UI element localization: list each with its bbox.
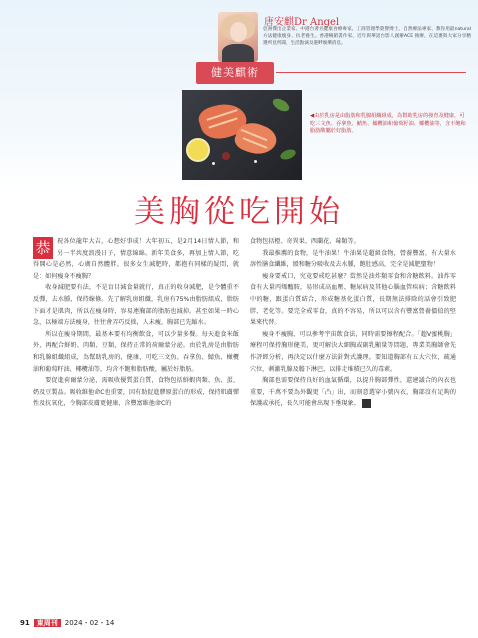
end-mark-icon: E xyxy=(362,399,371,408)
photo-caption xyxy=(310,113,468,136)
left-column xyxy=(33,236,239,410)
paragraph: 收身減肥要有法，不是盲目減食量就行，真正的收身減肥，是令體重不反彈，去水腫，保持線條。先了解乳房組織，乳房有75%由脂肪組成，脂肪下面才是肌肉，所以在瘦身時，容易連胸部的脂肪也減掉。甚至如果一時心急，以極端方法瘦身，往往會弄巧反拙，人未瘦，胸部已先縮水。 xyxy=(33,284,239,327)
column-label: 健美麒術 xyxy=(211,66,259,79)
paragraph: 我最推薦的食物，是牛油果！牛油果是超級食物，營養豐富，有大量水溶性膳食纖維，緩和糖分吸收及去水腫，飽肚感高，完全是減肥聖物！ xyxy=(250,249,456,269)
author-name: 唐安麒Dr Angel xyxy=(264,17,340,28)
paragraph: 恭 祝各位龍年大吉，心想好事成！大年初五，是2月14日情人節，和另一半共度浪漫日子，情意綿綿。新年美食多，再加上情人節，吃得開心是必然，心廣自然體胖，很多女生減肥時，都抱有同樣的疑問，就是：如何瘦身不瘦胸？ xyxy=(33,238,239,280)
paragraph: 瘦身要戒口，究竟要戒吃甚麼？當然是油炸類零食和含糖飲料。油炸零食有大量丙烯醯胺，易形成高血壓、糖尿病及其他心腦血管疾病；含糖飲料中的糖，跟蛋白質結合，形成糖基化蛋白質，長期無法排除的話會引致肥胖、老化等。要完全戒零食，真的不容易，所以可以含有豐富營養價值的堅果來代替。 xyxy=(250,272,456,327)
right-column xyxy=(250,236,456,410)
column-divider xyxy=(276,72,466,73)
caption-arrow-icon: ◀ xyxy=(310,113,314,119)
salmon-photo xyxy=(182,90,302,180)
caption-text: 由於乳房是由脂肪和乳腺組織組成，為幫助乳房的發育及健康，可吃三文魚、吞拿魚、鯖魚、橄欖油和葡萄籽油、椰欖油等，含不飽和脂肪酸屬於好脂肪。 xyxy=(310,113,466,135)
paragraph: 食物包括橙、奇異果、西蘭花、莓類等。 xyxy=(250,238,360,245)
article-title: 美胸從吃開始 xyxy=(134,194,344,230)
paragraph: 胸部也需要保持良好的血氣循環，以提升胸部彈性，還建議合的內衣也重要，千萬不要為外觀更「凸」出，而刻意選穿小號內衣，胸部沒有足夠的保護或承托，長久可能會出現下垂現象。 E xyxy=(250,377,456,408)
paragraph: 所以在瘦身期間，最基本要有均衡飲食，可以少量多餐。每天進食米飯外，再配合鮮奶、肉類、豆類，保持正常的荷爾蒙分泌。由於乳房是由脂肪和乳腺組織組成，為幫助乳房的，健康，可吃三文魚、吞拿魚、鯖魚、橄欖油和葡萄籽油、椰欖油等，均含不飽和脂肪酸，屬於好脂肪。 xyxy=(33,330,239,373)
drop-cap: 恭 xyxy=(33,237,53,259)
issue-date: 2024・02・14 xyxy=(64,619,115,627)
page-footer xyxy=(20,617,114,629)
paragraph: 要促進荷爾蒙分泌，需吸收優質蛋白質，食物包括鮮蝦肉類、魚、蛋、奶及豆製品。吸收維他命C也重要，因有助促進膠原蛋白的形成，保持肌膚彈性及抗氧化，令胸部皮膚更健康，含豐富維他命C的 xyxy=(33,377,239,408)
author-photo xyxy=(218,12,258,62)
magazine-logo: 東周刊 xyxy=(34,619,61,627)
paragraph: 瘦身不瘦胸，可以參考宇宙飲食法，同時需要擦程配合。「超V蜜桃胸」療程可保持胸形健美，更可解決大細胸或副乳顯量等問題，專業美胸師會先作評經分析，再決定以什麼方法針對式護理。要知道胸部有五大穴位，疏通穴位，刺激乳腺及膽下淋巴，以排走堆積已久的毒素。 xyxy=(250,330,456,373)
page-number: 91 xyxy=(20,619,30,627)
author-bio: 亞洲傑出企業家、中港台著名健康食療專家、工商管理學榮譽博士、自然療法專家、教你用最natural方法健康瘦身、抗老養生。香港暢銷書作家、近年與華語台影人創辦ACE 換療，在這裏與大家分享精選所見所聞，生活點滴及港畔娛樂消息。 xyxy=(263,27,471,46)
